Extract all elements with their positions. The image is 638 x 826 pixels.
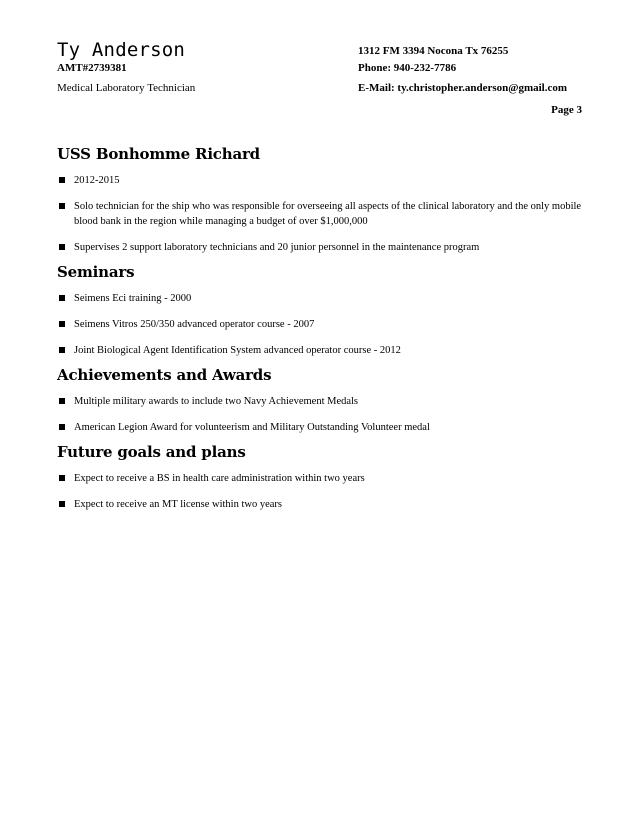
list-item-text: Expect to receive a BS in health care administration within two years [74, 473, 365, 484]
list-item [57, 420, 582, 435]
section-achievements-awards [57, 366, 582, 446]
list-item [57, 394, 582, 409]
section-future-goals [57, 443, 582, 523]
section-uss-bonhomme-richard [57, 145, 582, 266]
square-bullet-icon [59, 244, 65, 250]
list-item [57, 240, 582, 255]
square-bullet-icon [59, 475, 65, 481]
list-item [57, 291, 582, 306]
bullet-list [57, 394, 582, 435]
bullet-list [57, 291, 582, 358]
list-item [57, 471, 582, 486]
address: 1312 FM 3394 Nocona Tx 76255 [358, 45, 509, 57]
list-item [57, 317, 582, 332]
list-item-text: Supervises 2 support laboratory technicians and 20 junior personnel in the maintenance program [74, 242, 480, 253]
square-bullet-icon [59, 203, 65, 209]
square-bullet-icon [59, 398, 65, 404]
section-title: Future goals and plans [57, 443, 246, 461]
section-title: Seminars [57, 263, 135, 281]
list-item-text: Expect to receive an MT license within two years [74, 499, 282, 510]
list-item [57, 199, 582, 229]
square-bullet-icon [59, 501, 65, 507]
square-bullet-icon [59, 347, 65, 353]
bullet-list [57, 471, 582, 512]
bullet-list [57, 173, 582, 255]
list-item-text: Joint Biological Agent Identification System advanced operator course - 2012 [74, 345, 401, 356]
list-item [57, 173, 582, 188]
section-seminars [57, 263, 582, 369]
list-item-text: American Legion Award for volunteerism and Military Outstanding Volunteer medal [74, 422, 430, 433]
applicant-name: Ty Anderson [57, 39, 186, 61]
list-item-text: Solo technician for the ship who was responsible for overseeing all aspects of the clinical laboratory and the only mobile blood bank in the region while managing a budget of over $1,000,000 [74, 201, 582, 227]
email: E-Mail: ty.christopher.anderson@gmail.com [358, 82, 568, 94]
list-item-text: Multiple military awards to include two Navy Achievement Medals [74, 396, 359, 407]
list-item-text: Seimens Vitros 250/350 advanced operator course - 2007 [74, 319, 315, 330]
square-bullet-icon [59, 295, 65, 301]
square-bullet-icon [59, 177, 65, 183]
page-number: Page 3 [551, 104, 582, 116]
section-title: Achievements and Awards [57, 366, 272, 384]
list-item-text: Seimens Eci training - 2000 [74, 293, 192, 304]
phone: Phone: 940-232-7786 [358, 62, 457, 74]
square-bullet-icon [59, 424, 65, 430]
job-title: Medical Laboratory Technician [57, 82, 196, 94]
square-bullet-icon [59, 321, 65, 327]
list-item [57, 497, 582, 512]
section-title: USS Bonhomme Richard [57, 145, 260, 163]
certification-id: AMT#2739381 [57, 62, 127, 74]
list-item [57, 343, 582, 358]
list-item-text: 2012-2015 [74, 175, 120, 186]
